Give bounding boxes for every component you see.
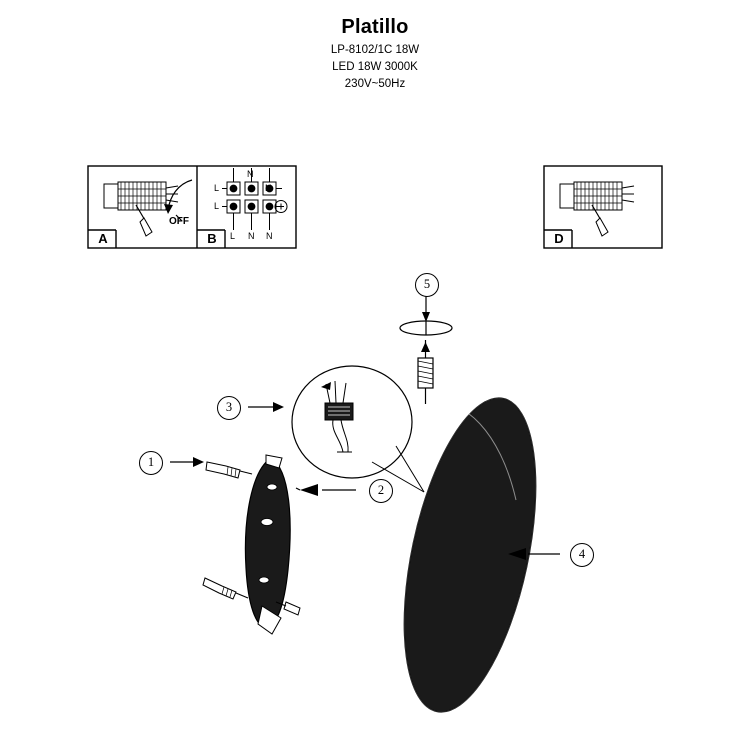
mounting-plate (245, 455, 290, 634)
wire-label-l-bottom: L (214, 201, 220, 211)
wire-label-l-bottommid: L (230, 231, 236, 241)
model-code: LP-8102/1C 18W (330, 44, 420, 56)
wall-screw-lower (203, 578, 248, 599)
voltage-spec: 230V~50Hz (344, 78, 406, 90)
panel-label-d: D (554, 231, 564, 246)
wall-screw-upper (206, 462, 252, 478)
panel-label-a: A (98, 231, 108, 246)
page-title: Platillo (341, 16, 409, 38)
callout-3: 3 (217, 396, 241, 420)
wire-label-n-topright: N (265, 183, 272, 193)
panel-d-terminal-block (560, 182, 634, 236)
wire-label-l-top: L (214, 183, 220, 193)
callout-5: 5 (415, 273, 439, 297)
wire-label-n-topmid: N (247, 169, 254, 179)
callout-4: 4 (570, 543, 594, 567)
lamp-spec: LED 18W 3000K (332, 61, 418, 73)
panel-b-wiring (222, 168, 287, 230)
wire-label-n-bottommid2: N (248, 231, 255, 241)
callout-2: 2 (369, 479, 393, 503)
detail-bubble (292, 366, 412, 478)
screw-assembly (400, 296, 452, 404)
panel-label-b: B (207, 231, 217, 246)
callout-1: 1 (139, 451, 163, 475)
off-label: OFF (169, 216, 189, 227)
wire-label-n-bottomright: N (266, 231, 273, 241)
